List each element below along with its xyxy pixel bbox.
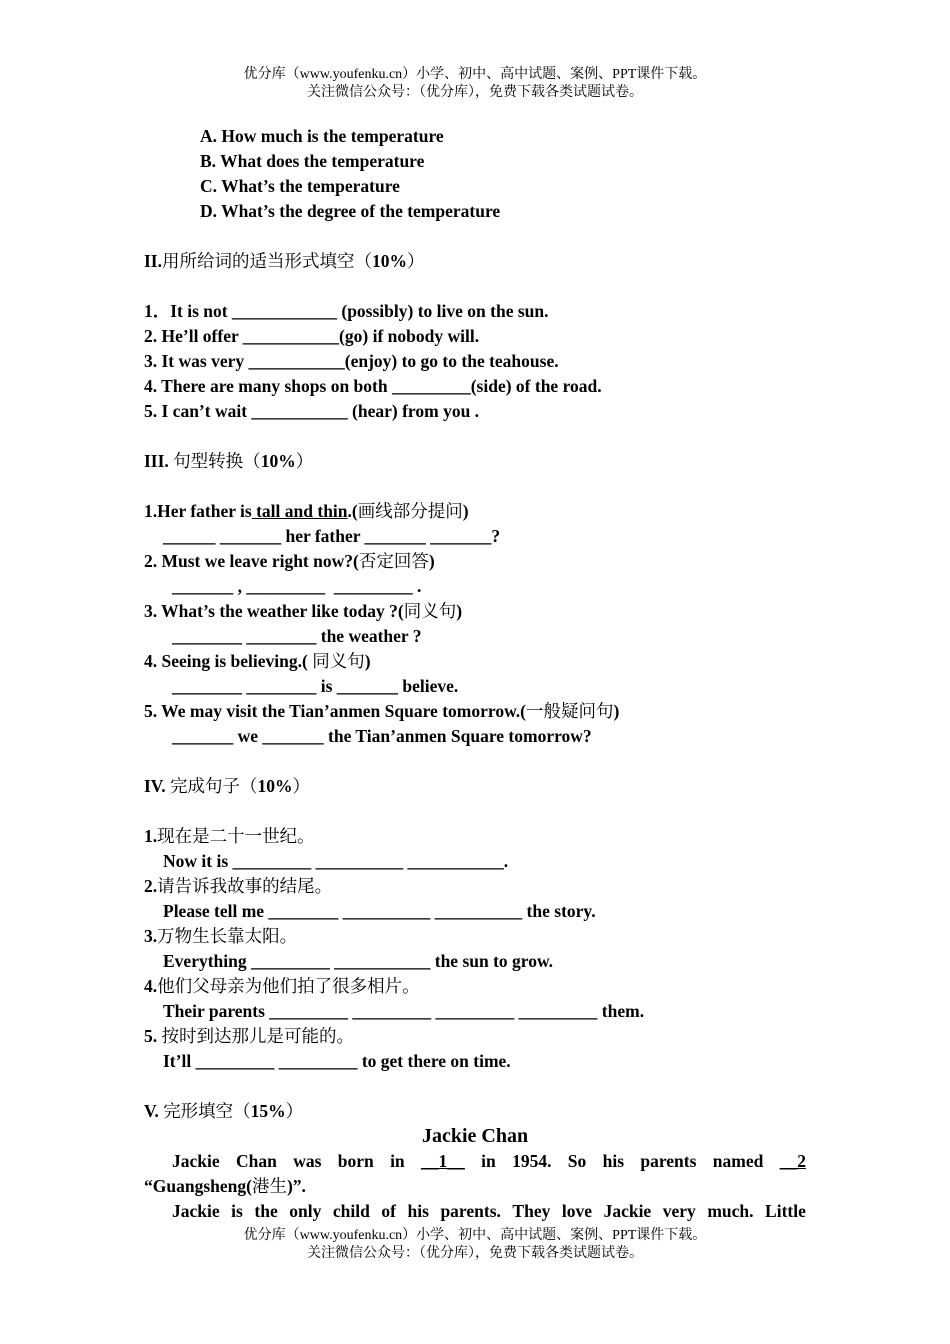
header-line-1: 优分库（www.youfenku.cn）小学、初中、高中试题、案例、PPT课件下载。 bbox=[243, 67, 707, 82]
option-a: A. How much is the temperature bbox=[200, 126, 444, 146]
section-4-answer-4: Their parents _________ _________ _________ _________ them. bbox=[163, 1001, 645, 1021]
section-4-answer-2: Please tell me ________ __________ __________ the story. bbox=[163, 901, 596, 921]
section-2-item-5: 5. I can’t wait ___________ (hear) from you . bbox=[144, 401, 480, 421]
page-header bbox=[0, 66, 950, 102]
section-3-question-5: 5. We may visit the Tian’anmen Square tomorrow.(一般疑问句) bbox=[144, 701, 620, 721]
option-b: B. What does the temperature bbox=[200, 151, 425, 171]
blank-1: __1__ bbox=[421, 1151, 465, 1171]
section-3-question-4: 4. Seeing is believing.( 同义句) bbox=[144, 651, 371, 671]
section-2-item-2: 2. He’ll offer ___________(go) if nobody will. bbox=[144, 326, 480, 346]
section-4-title: IV. 完成句子（10%） bbox=[144, 776, 310, 796]
footer-line-2: 关注微信公众号：（优分库），免费下载各类试题试卷。 bbox=[307, 1246, 643, 1261]
story-title: Jackie Chan bbox=[421, 1125, 529, 1147]
section-4-prompt-3: 3.万物生长靠太阳。 bbox=[144, 926, 298, 946]
exam-content bbox=[144, 124, 806, 1224]
story-paragraph-2-line-1: Jackie is the only child of his parents. They love Jackie very much. Little bbox=[172, 1201, 806, 1221]
footer-line-1: 优分库（www.youfenku.cn）小学、初中、高中试题、案例、PPT课件下载。 bbox=[243, 1228, 707, 1243]
section-4-prompt-2: 2.请告诉我故事的结尾。 bbox=[144, 876, 333, 896]
section-3-answer-3: ________ ________ the weather ? bbox=[172, 626, 422, 646]
section-4-prompt-4: 4.他们父母亲为他们拍了很多相片。 bbox=[144, 976, 420, 996]
option-d: D. What’s the degree of the temperature bbox=[200, 201, 501, 221]
section-3-answer-4: ________ ________ is _______ believe. bbox=[172, 676, 459, 696]
section-2-item-1: 1．It is not ____________ (possibly) to live on the sun. bbox=[144, 301, 549, 321]
page-footer bbox=[0, 1227, 950, 1263]
story-paragraph-1-line-2: “Guangsheng(港生)”. bbox=[144, 1176, 306, 1196]
section-3-answer-2: _______ , _________ _________ . bbox=[172, 576, 422, 596]
story-paragraph-1-line-1: Jackie Chan was born in __1__ in 1954. So his parents named __2 bbox=[144, 1149, 806, 1174]
section-3-question-2: 2. Must we leave right now?(否定回答) bbox=[144, 551, 435, 571]
section-3-answer-1: ______ _______ her father _______ _______? bbox=[163, 526, 501, 546]
section-5-title: V. 完形填空（15%） bbox=[144, 1101, 304, 1121]
section-3-question-1: 1.Her father is tall and thin.(画线部分提问) bbox=[144, 501, 469, 521]
section-4-prompt-5: 5. 按时到达那儿是可能的。 bbox=[144, 1026, 354, 1046]
section-2-item-3: 3. It was very ___________(enjoy) to go to the teahouse. bbox=[144, 351, 559, 371]
section-3-title: III. 句型转换（10%） bbox=[144, 451, 314, 471]
header-line-2: 关注微信公众号：（优分库），免费下载各类试题试卷。 bbox=[307, 85, 643, 100]
section-4-answer-5: It’ll _________ _________ to get there on time. bbox=[163, 1051, 511, 1071]
section-2-title: II.用所给词的适当形式填空（10%） bbox=[144, 251, 425, 271]
option-c: C. What’s the temperature bbox=[200, 176, 400, 196]
section-3-question-3: 3. What’s the weather like today ?(同义句) bbox=[144, 601, 463, 621]
section-3-answer-5: _______ we _______ the Tian’anmen Square tomorrow? bbox=[172, 726, 592, 746]
blank-2: __2 bbox=[779, 1151, 806, 1171]
section-4-prompt-1: 1.现在是二十一世纪。 bbox=[144, 826, 315, 846]
section-4-answer-1: Now it is _________ __________ ___________. bbox=[163, 851, 509, 871]
section-4-answer-3: Everything _________ ___________ the sun to grow. bbox=[163, 951, 554, 971]
section-2-item-4: 4. There are many shops on both _________(side) of the road. bbox=[144, 376, 602, 396]
